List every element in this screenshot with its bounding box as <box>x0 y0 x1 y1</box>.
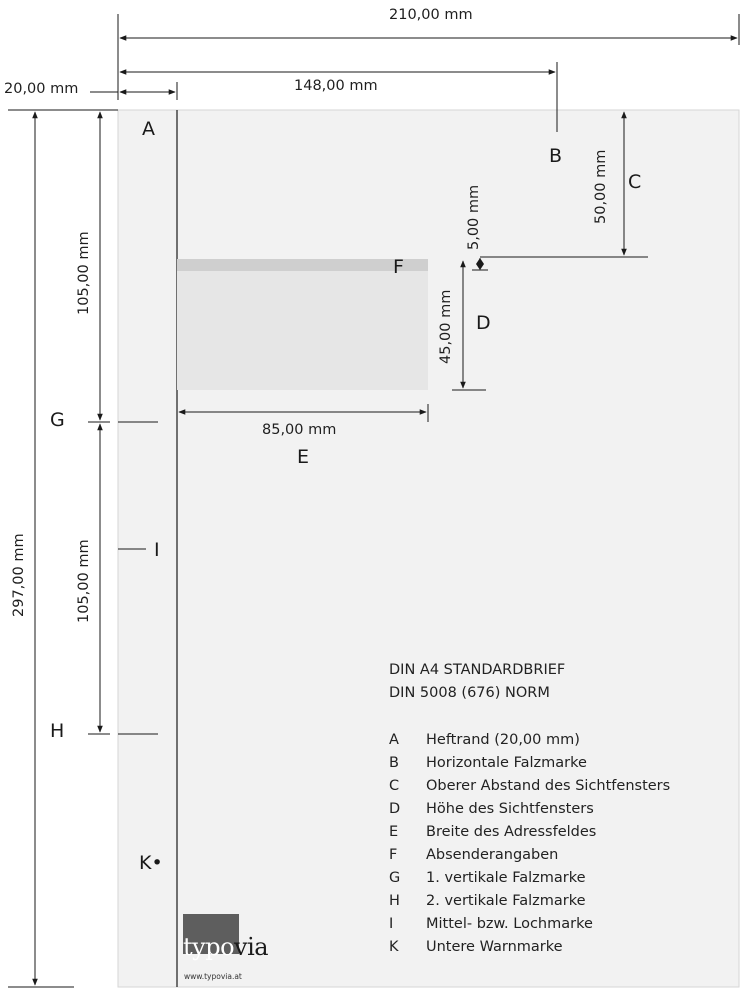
window-height-label: 45,00 mm <box>438 289 454 364</box>
letter-h: H <box>50 720 65 742</box>
letter-d: D <box>476 312 491 334</box>
legend-text: Breite des Adressfeldes <box>426 824 597 840</box>
fold-horizontal-label: 148,00 mm <box>294 78 378 94</box>
legend-text: Mittel- bzw. Lochmarke <box>426 916 593 932</box>
letter-k: K• <box>139 852 163 874</box>
sender-height-label: 5,00 mm <box>466 184 482 250</box>
logo-word-head: typo <box>183 933 235 961</box>
legend-item <box>389 940 563 955</box>
legend-text: Horizontale Falzmarke <box>426 755 587 771</box>
legend-item <box>389 756 587 771</box>
legend-key: G <box>389 870 401 886</box>
letter-e: E <box>297 446 310 468</box>
legend-item <box>389 825 596 840</box>
legend-key: B <box>389 755 399 771</box>
window-top-label: 50,00 mm <box>593 149 609 224</box>
legend-text: Heftrand (20,00 mm) <box>426 732 580 748</box>
address-width-label: 85,00 mm <box>262 422 337 438</box>
fold-2-label: 105,00 mm <box>76 539 92 623</box>
letter-f: F <box>393 256 404 278</box>
legend-key: F <box>389 847 398 863</box>
legend-text: Untere Warnmarke <box>426 939 563 955</box>
legend-text: Oberer Abstand des Sichtfensters <box>426 778 671 794</box>
legend-item <box>389 733 580 748</box>
legend-title-line1: DIN A4 STANDARDBRIEF <box>389 662 566 678</box>
legend-key: K <box>389 939 399 955</box>
fold-1-label: 105,00 mm <box>76 231 92 315</box>
legend-text: 2. vertikale Falzmarke <box>426 893 586 909</box>
legend-key: A <box>389 732 399 748</box>
legend-item <box>389 871 586 886</box>
legend-key: I <box>389 916 394 932</box>
logo-word-tail: via <box>234 933 269 961</box>
letter-b: B <box>549 145 563 167</box>
letter-i: I <box>154 539 160 561</box>
letter-c: C <box>628 171 642 193</box>
legend-item <box>389 779 670 794</box>
legend-item <box>389 894 586 909</box>
legend-item <box>389 802 594 817</box>
width-total-label: 210,00 mm <box>389 7 473 23</box>
logo-wordmark <box>183 935 268 959</box>
legend-text: 1. vertikale Falzmarke <box>426 870 586 886</box>
height-total-label: 297,00 mm <box>11 533 27 617</box>
legend-key: H <box>389 893 400 909</box>
legend-key: E <box>389 824 399 840</box>
letter-g: G <box>50 409 65 431</box>
letter-a: A <box>142 118 155 140</box>
binding-margin-label: 20,00 mm <box>4 81 79 97</box>
legend-title-line2: DIN 5008 (676) NORM <box>389 685 550 701</box>
legend-key: C <box>389 778 400 794</box>
sender-strip <box>177 259 428 271</box>
legend-item <box>389 848 558 863</box>
legend-item <box>389 917 593 932</box>
logo-url: www.typovia.at <box>184 972 242 981</box>
legend-text: Absenderangaben <box>426 847 559 863</box>
address-window <box>177 256 428 390</box>
legend-text: Höhe des Sichtfensters <box>426 801 594 817</box>
legend-key: D <box>389 801 401 817</box>
